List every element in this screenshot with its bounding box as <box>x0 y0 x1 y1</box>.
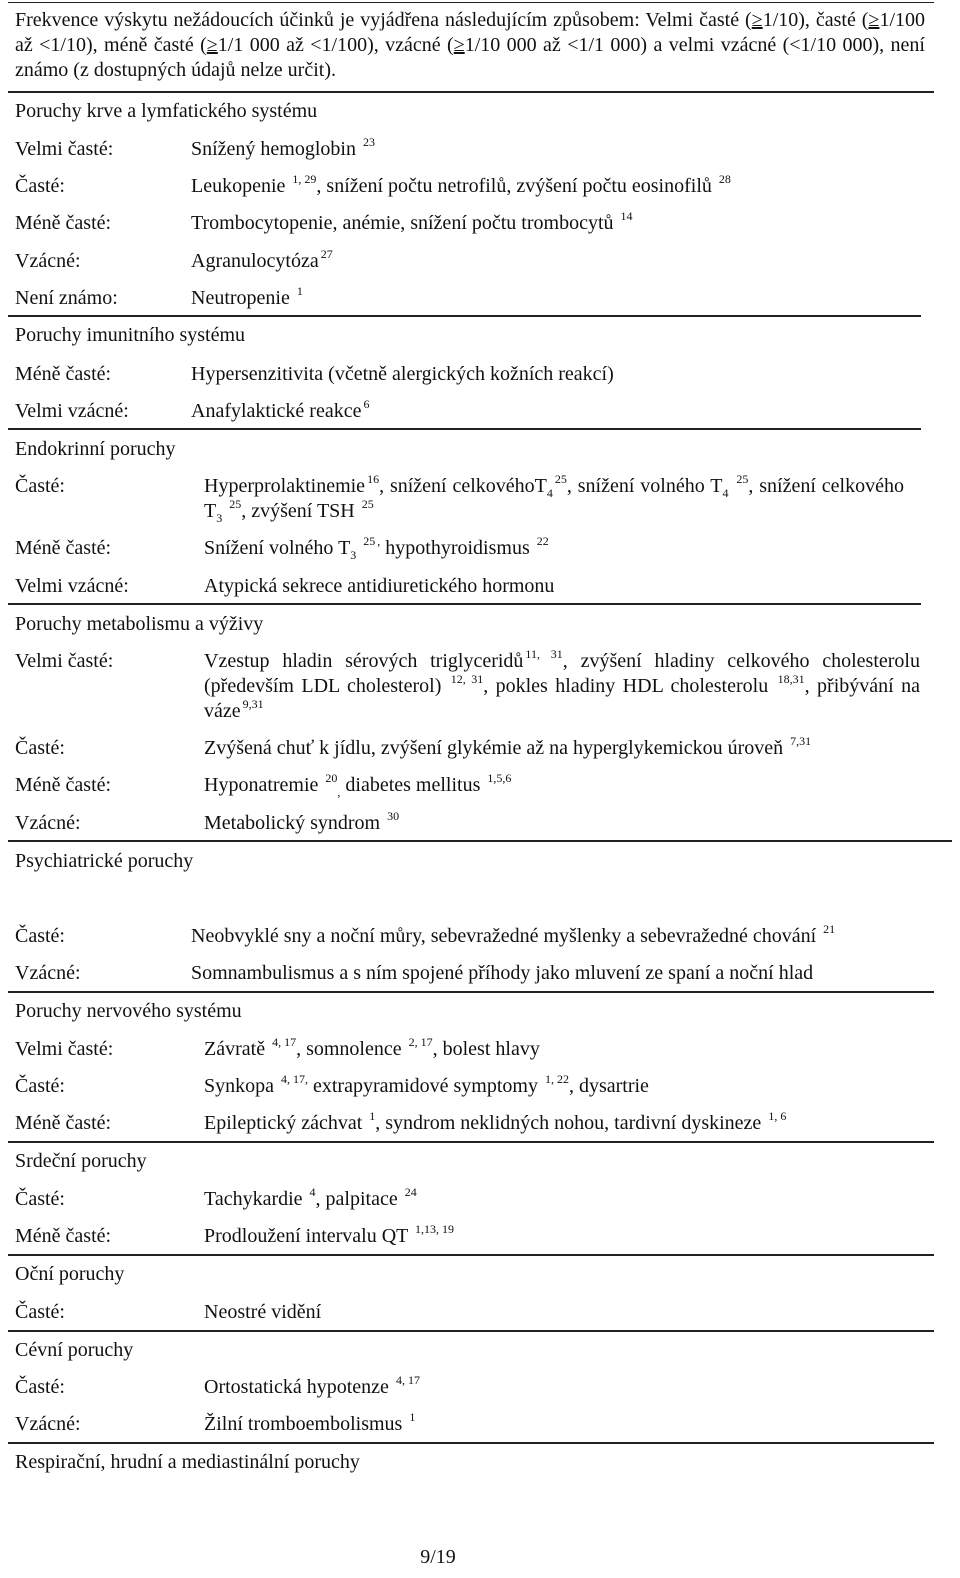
section-title-blood: Poruchy krve a lymfatického systému <box>15 100 318 122</box>
row-label: Vzácné: <box>15 962 81 984</box>
section-rule <box>8 603 921 605</box>
row-label: Časté: <box>15 1301 65 1323</box>
section-title-psychiatric: Psychiatrické poruchy <box>15 850 194 872</box>
row-value: Zvýšená chuť k jídlu, zvýšení glykémie až na hyperglykemickou úroveň $^{7,31}$ <box>204 734 812 759</box>
row-label: Méně časté: <box>15 537 112 559</box>
section-title-immune: Poruchy imunitního systému <box>15 324 245 346</box>
row-value: Metabolický syndrom $^{30}$ <box>204 809 400 834</box>
row-label: Méně časté: <box>15 363 112 385</box>
section-title-eye: Oční poruchy <box>15 1263 125 1285</box>
page-number: 9/19 <box>420 1546 456 1568</box>
row-label: Časté: <box>15 1188 65 1210</box>
row-label: Časté: <box>15 1376 65 1398</box>
section-title-metabolism: Poruchy metabolismu a výživy <box>15 613 264 635</box>
row-label: Časté: <box>15 737 65 759</box>
section-rule <box>8 1141 934 1143</box>
row-label: Vzácné: <box>15 1413 81 1435</box>
row-value: Ortostatická hypotenze $^{4, 17}$ <box>204 1373 420 1398</box>
row-value: Žilní tromboembolismus $^1$ <box>204 1410 416 1435</box>
row-value: Neostré vidění <box>204 1301 322 1323</box>
section-rule <box>8 1442 934 1444</box>
section-title-respiratory: Respirační, hrudní a mediastinální poruchy <box>15 1451 360 1473</box>
section-rule <box>8 991 934 993</box>
row-label: Vzácné: <box>15 812 81 834</box>
row-label: Méně časté: <box>15 774 112 796</box>
row-value: Leukopenie $^{1, 29}$, snížení počtu netrofilů, zvýšení počtu eosinofilů $^{28}$ <box>191 172 731 197</box>
section-rule <box>8 91 934 93</box>
row-label: Časté: <box>15 175 65 197</box>
section-title-vascular: Cévní poruchy <box>15 1339 134 1361</box>
row-label: Méně časté: <box>15 1225 112 1247</box>
row-value: Atypická sekrece antidiuretického hormonu <box>204 575 555 597</box>
row-value: Snížení volného $T_3$ $^{25}$ , hypothyroidismus $^{22}$ <box>204 534 549 562</box>
row-value: Tachykardie $^4$, palpitace $^{24}$ <box>204 1185 417 1210</box>
row-label: Časté: <box>15 475 65 497</box>
top-rule <box>8 2 934 3</box>
row-value: Agranulocytóza $^{27}$ <box>191 247 333 272</box>
row-label: Vzácné: <box>15 250 81 272</box>
section-rule <box>8 315 921 317</box>
row-label: Méně časté: <box>15 1112 112 1134</box>
row-label: Velmi časté: <box>15 138 114 160</box>
frequency-intro: Frekvence výskytu nežádoucích účinků je vyjádřena následujícím způsobem: Velmi časté (≥1/10), časté (≥1/100 až <1/10), méně časté (≥1/1 000 až <1/100), vzácné (≥1/10 000 až <1/1 000) a velmi vzácné (<1/10 000), není známo (z dostupných údajů nelze určit). <box>15 9 925 81</box>
row-label: Velmi vzácné: <box>15 400 129 422</box>
row-value: Synkopa $^{4, 17,}$ extrapyramidové symptomy $^{1, 22}$, dysartrie <box>204 1072 649 1097</box>
row-value: Prodloužení intervalu QT $^{1,13, 19}$ <box>204 1222 455 1247</box>
row-value: Anafylaktické reakce $^6$ <box>191 397 370 422</box>
section-title-cardiac: Srdeční poruchy <box>15 1150 147 1172</box>
row-value: Trombocytopenie, anémie, snížení počtu trombocytů $^{14}$ <box>191 209 633 234</box>
row-value: Vzestup hladin sérových triglyceridů $^{11, 31}$, zvýšení hladiny celkového cholesterolu (především LDL cholesterol) $^{12, 31}$, pokles hladiny HDL cholesterolu $^{18,31}$, přibývání na váze $^{9,31}$ <box>204 647 920 722</box>
section-title-nervous: Poruchy nervového systému <box>15 1000 242 1022</box>
row-label: Není známo: <box>15 287 118 309</box>
row-value: Závratě $^{4, 17}$, somnolence $^{2, 17}$, bolest hlavy <box>204 1035 540 1060</box>
row-value: Hyponatremie $^{20}_,$ diabetes mellitus $^{1,5,6}$ <box>204 771 512 799</box>
section-rule <box>8 840 952 842</box>
row-value: Neobvyklé sny a noční můry, sebevražedné myšlenky a sebevražedné chování $^{21}$ <box>191 922 836 947</box>
section-title-endocrine: Endokrinní poruchy <box>15 438 176 460</box>
row-label: Velmi vzácné: <box>15 575 129 597</box>
row-label: Časté: <box>15 925 65 947</box>
row-value: Neutropenie $^1$ <box>191 284 303 309</box>
row-label: Velmi časté: <box>15 650 114 672</box>
row-value: Snížený hemoglobin $^{23}$ <box>191 135 375 160</box>
section-rule <box>8 1330 934 1332</box>
section-rule <box>8 428 921 430</box>
section-rule <box>8 1254 934 1256</box>
row-value: Hyperprolaktinemie $^{16}$, snížení celkovéhoT$_4^{25}$, snížení volného $T_4$ $^{25}$, snížení celkového $T_3$ $^{25}$, zvýšení TSH $^{25}$ <box>204 472 904 525</box>
row-value: Hypersenzitivita (včetně alergických kožních reakcí) <box>191 363 614 385</box>
row-label: Časté: <box>15 1075 65 1097</box>
row-value: Epileptický záchvat $^1$, syndrom neklidných nohou, tardivní dyskineze $^{1, 6}$ <box>204 1109 787 1134</box>
row-label: Méně časté: <box>15 212 112 234</box>
row-label: Velmi časté: <box>15 1038 114 1060</box>
row-value: Somnambulismus a s ním spojené příhody jako mluvení ze spaní a noční hlad <box>191 962 814 984</box>
